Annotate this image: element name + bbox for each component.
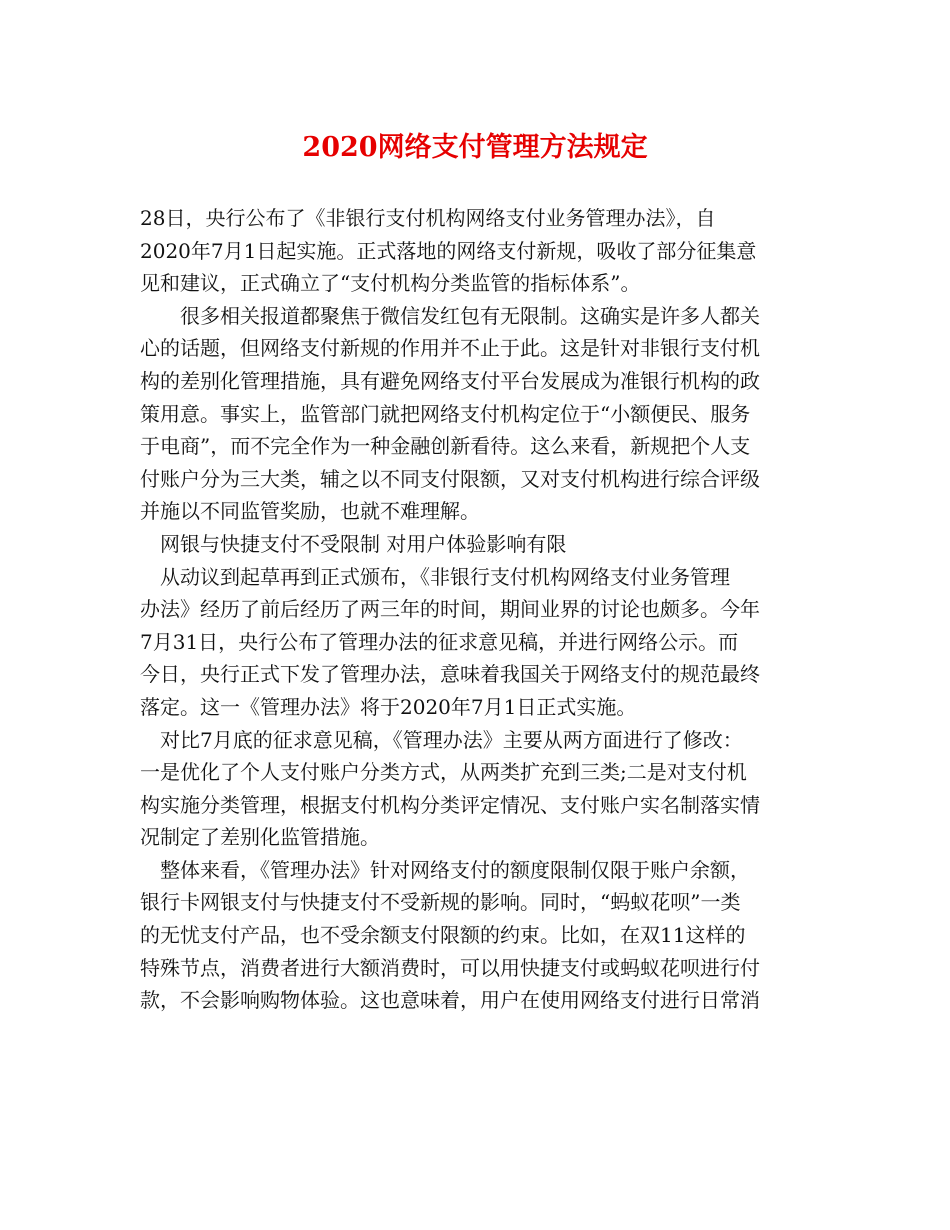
text-line: 7月31日，央行公布了管理办法的征求意见稿，并进行网络公示。而	[140, 629, 739, 654]
text-line: 的无忧支付产品，也不受余额支付限额的约束。比如，在双11这样的	[140, 923, 746, 948]
text-line: 很多相关报道都聚焦于微信发红包有无限制。这确实是许多人都关	[180, 303, 760, 328]
paragraph-4	[140, 724, 815, 854]
text-line: 见和建议，正式确立了“支付机构分类监管的指标体系”。	[140, 271, 641, 296]
text-line: 从动议到起草再到正式颁布，《非银行支付机构网络支付业务管理	[160, 564, 730, 589]
text-line: 一是优化了个人支付账户分类方式，从两类扩充到三类;二是对支付机	[140, 760, 747, 785]
text-line: 况制定了差别化监管措施。	[140, 825, 380, 850]
text-line: 付账户分为三大类，辅之以不同支付限额，又对支付机构进行综合评级	[140, 466, 760, 491]
text-line: 并施以不同监管奖励，也就不难理解。	[140, 499, 480, 524]
text-line: 2020年7月1日起实施。正式落地的网络支付新规，吸收了部分征集意	[140, 238, 757, 263]
paragraph-1	[140, 202, 815, 300]
paragraph-2	[140, 300, 815, 528]
text-line: 构的差别化管理措施，具有避免网络支付平台发展成为准银行机构的政	[140, 368, 760, 393]
paragraph-3	[140, 561, 815, 724]
document-title: 2020网络支付管理方法规定	[302, 132, 648, 163]
text-line: 28日，央行公布了《非银行支付机构网络支付业务管理办法》，自	[140, 206, 716, 230]
text-line: 办法》经历了前后经历了两三年的时间，期间业界的讨论也颇多。今年	[140, 597, 760, 622]
document-body	[140, 202, 815, 1017]
text-line: 银行卡网银支付与快捷支付不受新规的影响。同时，“蚂蚁花呗”一类	[140, 890, 741, 915]
text-line: 今日，央行正式下发了管理办法，意味着我国关于网络支付的规范最终	[140, 662, 760, 687]
paragraph-5	[140, 854, 815, 1017]
text-line: 于电商”，而不完全作为一种金融创新看待。这么来看，新规把个人支	[140, 434, 751, 459]
text-line: 落定。这一《管理办法》将于2020年7月1日正式实施。	[140, 694, 637, 719]
text-line: 心的话题，但网络支付新规的作用并不止于此。这是针对非银行支付机	[140, 336, 760, 361]
text-line: 策用意。事实上，监管部门就把网络支付机构定位于“小额便民、服务	[140, 401, 751, 426]
text-line: 构实施分类管理，根据支付机构分类评定情况、支付账户实名制落实情	[140, 792, 760, 817]
section-heading	[140, 528, 815, 561]
text-line: 对比7月底的征求意见稿，《管理办法》主要从两方面进行了修改：	[160, 727, 743, 752]
text-line: 整体来看，《管理办法》针对网络支付的额度限制仅限于账户余额，	[160, 857, 750, 882]
text-line: 款，不会影响购物体验。这也意味着，用户在使用网络支付进行日常消	[140, 988, 760, 1013]
text-line: 特殊节点，消费者进行大额消费时，可以用快捷支付或蚂蚁花呗进行付	[140, 955, 760, 980]
text-line: 网银与快捷支付不受限制 对用户体验影响有限	[160, 531, 567, 556]
